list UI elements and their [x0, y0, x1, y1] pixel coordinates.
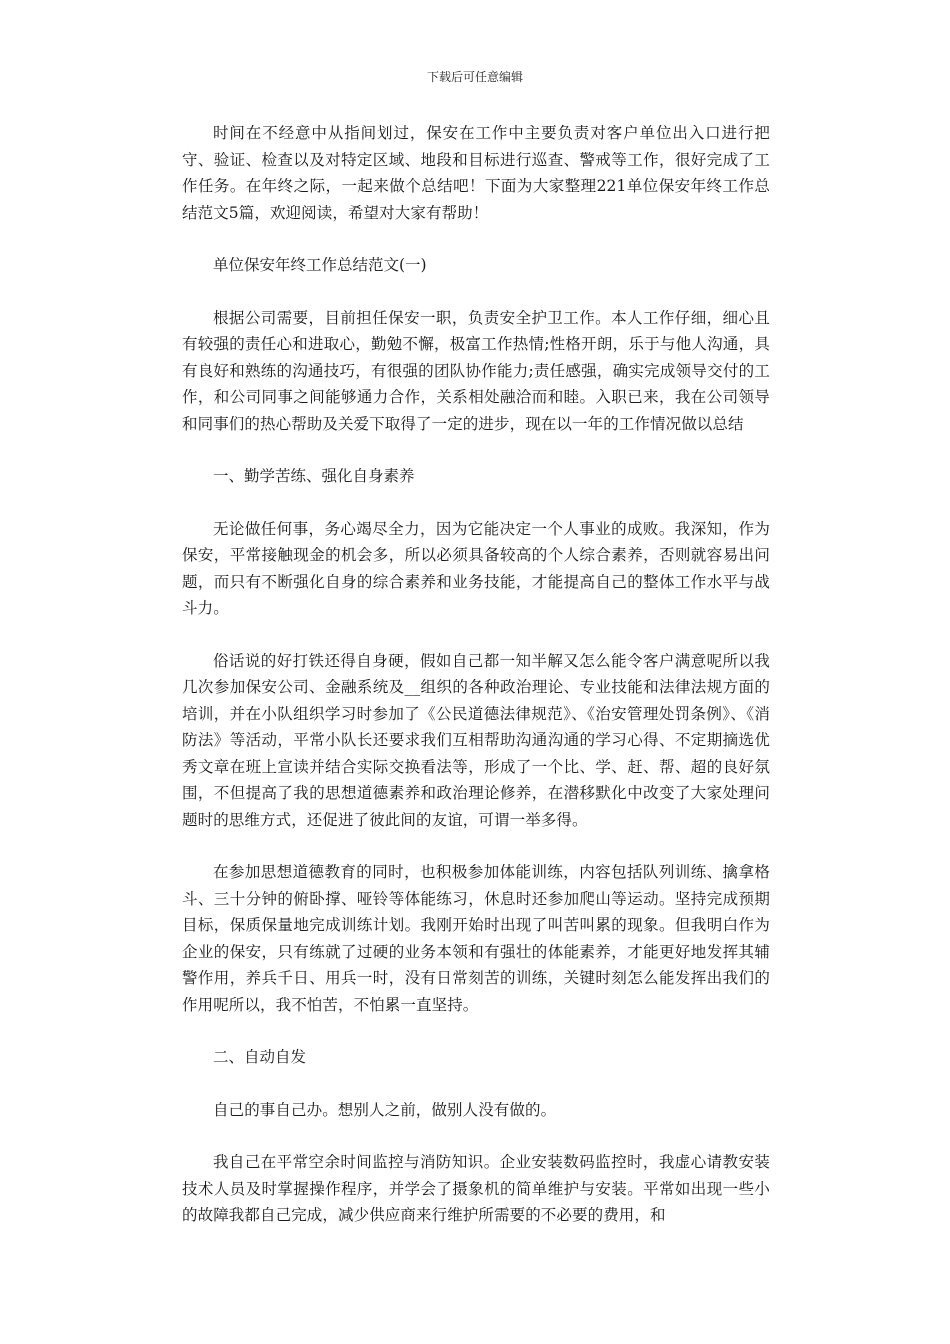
intro-paragraph: 时间在不经意中从指间划过，保安在工作中主要负责对客户单位出入口进行把守、验证、检查以及对特定区域、地段和目标进行巡查、警戒等工作，很好完成了工作任务。在年终之际，一起来做个总结吧！下面为大家整理221单位保安年终工作总结范文5篇，欢迎阅读，希望对大家有帮助！ [182, 124, 770, 222]
page-header: 下载后可任意编辑 [426, 70, 523, 84]
paragraph-2: 无论做任何事，务心竭尽全力，因为它能决定一个人事业的成败。我深知，作为保安，平常接触现金的机会多，所以必须具备较高的个人综合素养，否则就容易出问题，而只有不断强化自身的综合素养和业务技能，才能提高自己的整体工作水平与战斗力。 [182, 519, 770, 617]
paragraph-4: 在参加思想道德教育的同时，也积极参加体能训练，内容包括队列训练、擒拿格斗、三十分钟的俯卧撑、哑铃等体能练习，休息时还参加爬山等运动。坚持完成预期目标，保质保量地完成训练计划。我刚开始时出现了叫苦叫累的现象。但我明白作为企业的保安，只有练就了过硬的业务本领和有强壮的体能素养，才能更好地发挥其辅警作用，养兵千日、用兵一时，没有日常刻苦的训练，关键时刻怎么能发挥出我们的作用呢所以，我不怕苦，不怕累一直坚持。 [182, 863, 770, 1014]
article-title: 单位保安年终工作总结范文(一) [213, 256, 427, 274]
section-heading-2: 二、自动自发 [213, 1048, 307, 1066]
paragraph-1: 根据公司需要，目前担任保安一职，负责安全护卫工作。本人工作仔细，细心且有较强的责任心和进取心，勤勉不懈，极富工作热情;性格开朗，乐于与他人沟通，具有良好和熟练的沟通技巧，有很强的团队协作能力;责任感强，确实完成领导交付的工作，和公司同事之间能够通力合作，关系相处融洽而和睦。入职已来，我在公司领导和同事们的热心帮助及关爱下取得了一定的进步，现在以一年的工作情况做以总结 [182, 308, 770, 433]
paragraph-5: 自己的事自己办。想别人之前，做别人没有做的。 [213, 1100, 557, 1119]
paragraph-6: 我自己在平常空余时间监控与消防知识。企业安装数码监控时，我虚心请教安装技术人员及时掌握操作程序，并学会了摄象机的简单维护与安装。平常如出现一些小的故障我都自己完成，减少供应商来行维护所需要的不必要的费用，和 [182, 1153, 770, 1224]
document-body [182, 120, 770, 1229]
paragraph-3: 俗话说的好打铁还得自身硬，假如自己都一知半解又怎么能令客户满意呢所以我几次参加保安公司、金融系统及__组织的各种政治理论、专业技能和法律法规方面的培训，并在小队组织学习时参加了《公民道德法律规范》、《治安管理处罚条例》、《消防法》等活动，平常小队长还要求我们互相帮助沟通沟通的学习心得、不定期摘选优秀文章在班上宣读并结合实际交换看法等，形成了一个比、学、赶、帮、超的良好氛围，不但提高了我的思想道德素养和政治理论修养，在潜移默化中改变了大家处理问题时的思维方式，还促进了彼此间的友谊，可谓一举多得。 [182, 651, 770, 829]
section-heading-1: 一、勤学苦练、强化自身素养 [213, 467, 415, 485]
